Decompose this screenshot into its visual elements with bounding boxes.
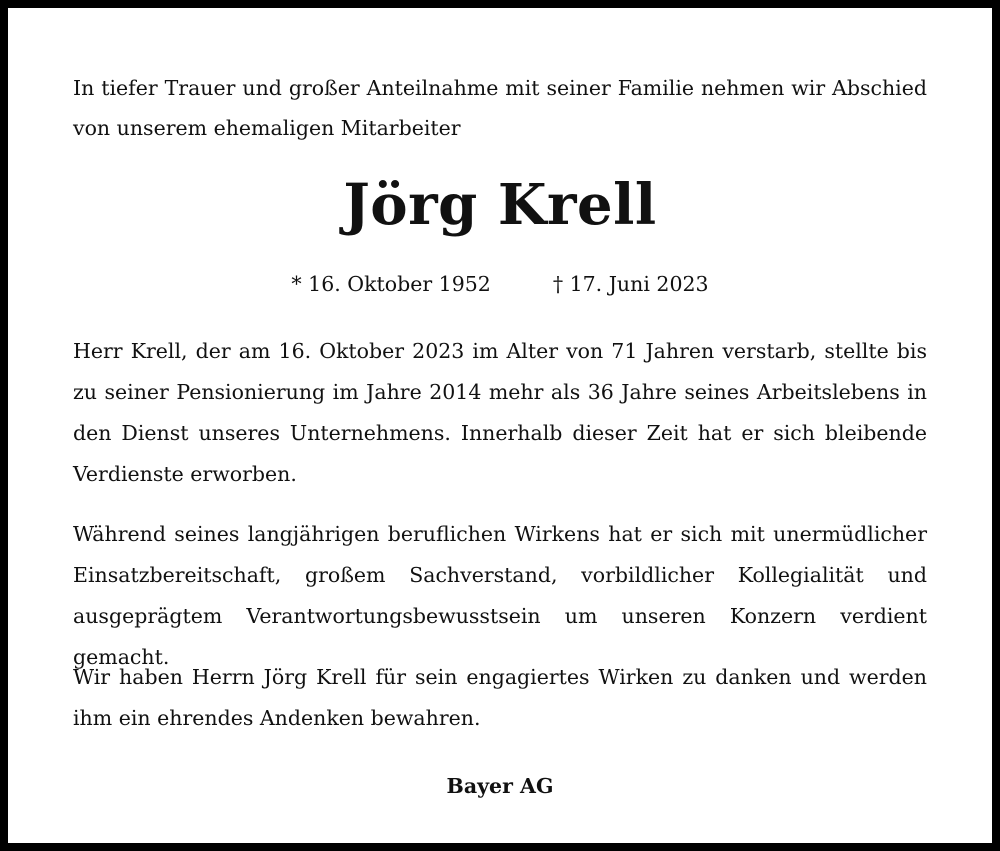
body-paragraph-thanks: Wir haben Herrn Jörg Krell für sein engagiertes Wirken zu danken und werden ihm ein ehrendes Andenken bewahren. <box>73 665 927 730</box>
body-paragraph-merits: Während seines langjährigen beruflichen Wirkens hat er sich mit unermüdlicher Einsatzbereitschaft, großem Sachverstand, vorbildlicher Kollegialität und ausgeprägtem Verantwortungsbewusstsein um unseren Konzern verdient gemacht. <box>73 522 927 669</box>
intro-text: In tiefer Trauer und großer Anteilnahme mit seiner Familie nehmen wir Abschied von unserem ehemaligen Mitarbeiter <box>73 76 927 140</box>
company-signature: Bayer AG <box>446 774 554 798</box>
death-date: † 17. Juni 2023 <box>552 272 709 296</box>
deceased-name: Jörg Krell <box>343 172 657 238</box>
body-paragraph-career: Herr Krell, der am 16. Oktober 2023 im Alter von 71 Jahren verstarb, stellte bis zu seiner Pensionierung im Jahre 2014 mehr als 36 Jahre seines Arbeitslebens in den Dienst unseres Unternehmens. Innerhalb dieser Zeit hat er sich bleibende Verdienste erworben. <box>73 339 927 486</box>
life-dates <box>73 266 927 302</box>
birth-date: * 16. Oktober 1952 <box>291 272 491 296</box>
